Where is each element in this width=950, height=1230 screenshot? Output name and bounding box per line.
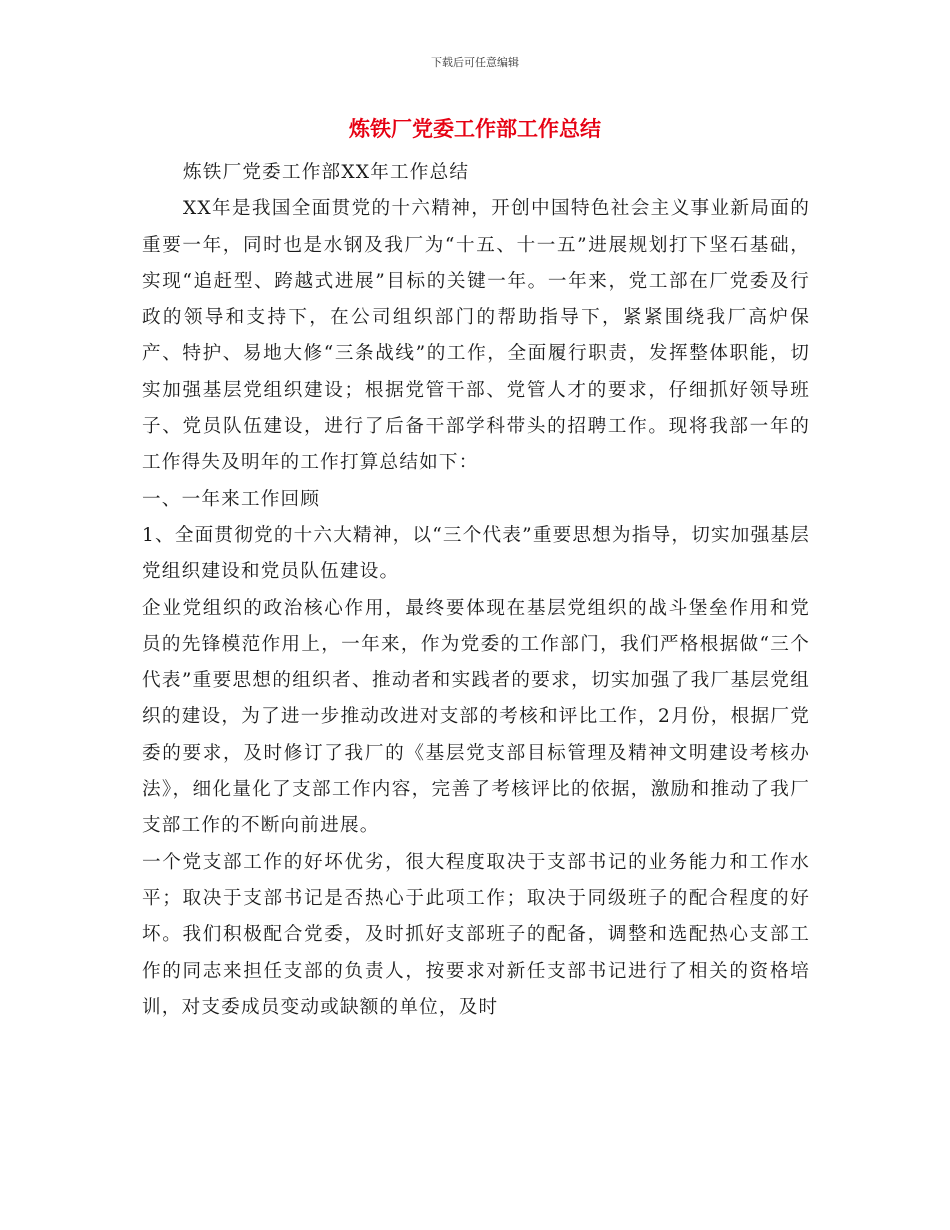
paragraph: 一个党支部工作的好坏优劣，很大程度取决于支部书记的业务能力和工作水平；取决于支部书记是否热心于此项工作；取决于同级班子的配合程度的好坏。我们积极配合党委，及时抓好支部班子的配备，调整和选配热心支部工作的同志来担任支部的负责人，按要求对新任支部书记进行了相关的资格培训，对支委成员变动或缺额的单位，及时 <box>142 851 810 1018</box>
document-body <box>142 155 810 1026</box>
document-title: 炼铁厂党委工作部工作总结 <box>349 117 601 141</box>
subsection-heading: 1、全面贯彻党的十六大精神，以“三个代表”重要思想为指导，切实加强基层党组织建设和党员队伍建设。 <box>142 524 810 583</box>
header-note: 下载后可任意编辑 <box>431 56 519 69</box>
paragraph-intro: XX年是我国全面贯党的十六精神，开创中国特色社会主义事业新局面的重要一年，同时也是水钢及我厂为“十五、十一五”进展规划打下坚石基础，实现“追赶型、跨越式进展”目标的关键一年。一年来，党工部在厂党委及行政的领导和支持下，在公司组织部门的帮助指导下，紧紧围绕我厂高炉保产、特护、易地大修“三条战线”的工作，全面履行职责，发挥整体职能，切实加强基层党组织建设；根据党管干部、党管人才的要求，仔细抓好领导班子、党员队伍建设，进行了后备干部学科带头的招聘工作。现将我部一年的工作得失及明年的工作打算总结如下： <box>142 198 810 474</box>
paragraph: 企业党组织的政治核心作用，最终要体现在基层党组织的战斗堡垒作用和党员的先锋模范作用上，一年来，作为党委的工作部门，我们严格根据做“三个代表”重要思想的组织者、推动者和实践者的要求，切实加强了我厂基层党组织的建设，为了进一步推动改进对支部的考核和评比工作，2月份，根据厂党委的要求，及时修订了我厂的《基层党支部目标管理及精神文明建设考核办法》，细化量化了支部工作内容，完善了考核评比的依据，激励和推动了我厂支部工作的不断向前进展。 <box>142 597 810 837</box>
paragraph-subtitle: 炼铁厂党委工作部XX年工作总结 <box>183 162 470 183</box>
section-heading: 一、一年来工作回顾 <box>142 488 321 510</box>
